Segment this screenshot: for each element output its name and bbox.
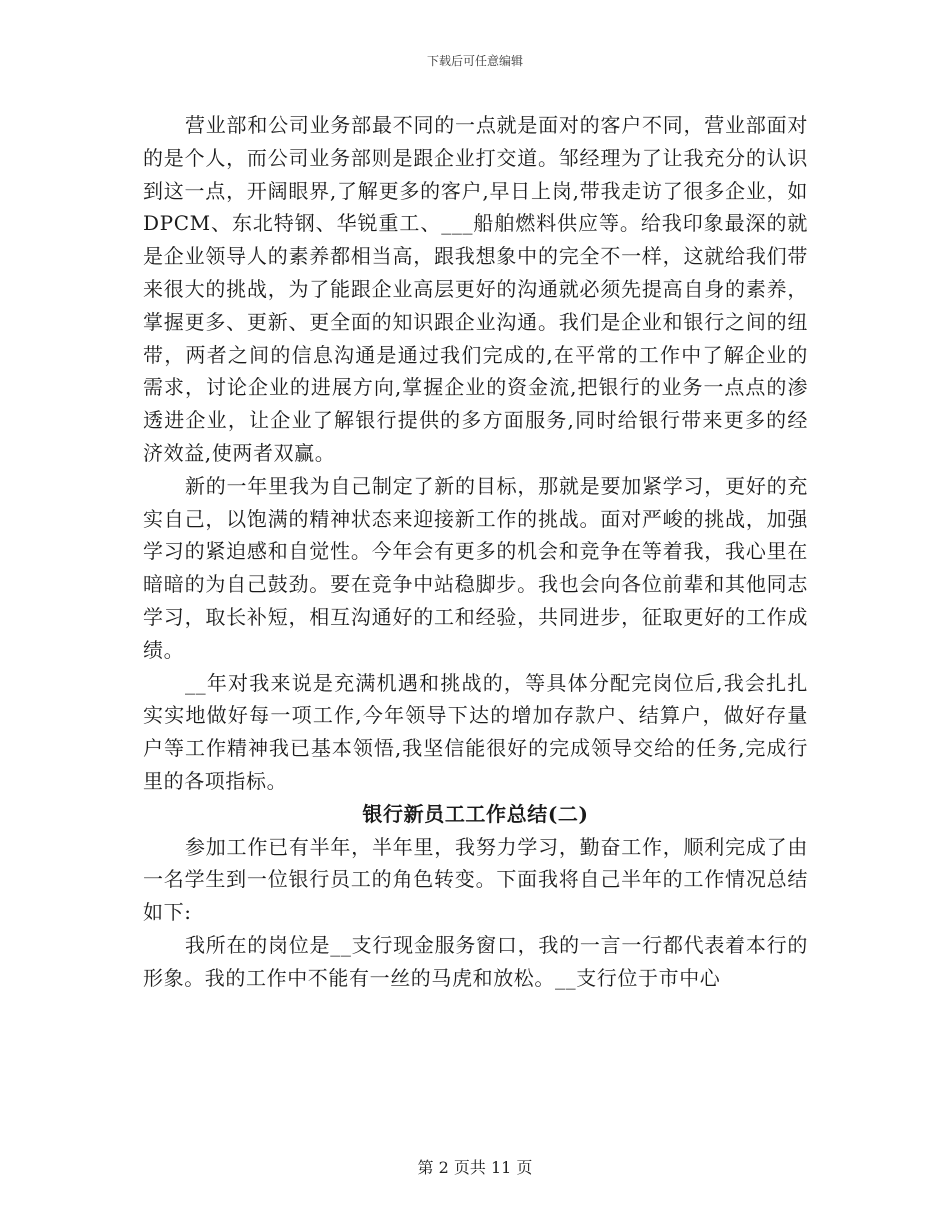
- paragraph: 我所在的岗位是__支行现金服务窗口，我的一言一行都代表着本行的形象。我的工作中不能有一丝的马虎和放松。__支行位于市中心: [143, 932, 808, 990]
- paragraph: 参加工作已有半年，半年里，我努力学习，勤奋工作，顺利完成了由一名学生到一位银行员工的角色转变。下面我将自己半年的工作情况总结如下:: [143, 834, 808, 925]
- document-body: [143, 109, 808, 995]
- page-number-footer: 第 2 页共 11 页: [417, 1158, 533, 1177]
- section-title: 银行新员工工作总结(二): [362, 801, 589, 826]
- paragraph: 新的一年里我为自己制定了新的目标，那就是要加紧学习，更好的充实自己，以饱满的精神状态来迎接新工作的挑战。面对严峻的挑战，加强学习的紧迫感和自觉性。今年会有更多的机会和竞争在等着我，我心里在暗暗的为自己鼓劲。要在竞争中站稳脚步。我也会向各位前辈和其他同志学习，取长补短，相互沟通好的工和经验，共同进步，征取更好的工作成绩。: [143, 473, 808, 662]
- paragraph: 营业部和公司业务部最不同的一点就是面对的客户不同，营业部面对的是个人，而公司业务部则是跟企业打交道。邹经理为了让我充分的认识到这一点，开阔眼界,了解更多的客户,早日上岗,带我走访了很多企业，如DPCM、东北特钢、华锐重工、___船舶燃料供应等。给我印象最深的就是企业领导人的素养都相当高，跟我想象中的完全不一样，这就给我们带来很大的挑战，为了能跟企业高层更好的沟通就必须先提高自身的素养，掌握更多、更新、更全面的知识跟企业沟通。我们是企业和银行之间的纽带，两者之间的信息沟通是通过我们完成的,在平常的工作中了解企业的需求，讨论企业的进展方向,掌握企业的资金流,把银行的业务一点点的渗透进企业，让企业了解银行提供的多方面服务,同时给银行带来更多的经济效益,使两者双赢。: [143, 113, 808, 465]
- page-header-note: 下载后可任意编辑: [426, 54, 523, 68]
- paragraph: __年对我来说是充满机遇和挑战的，等具体分配完岗位后,我会扎扎实实地做好每一项工作,今年领导下达的增加存款户、结算户，做好存量户等工作精神我已基本领悟,我坚信能很好的完成领导交给的任务,完成行里的各项指标。: [143, 670, 808, 793]
